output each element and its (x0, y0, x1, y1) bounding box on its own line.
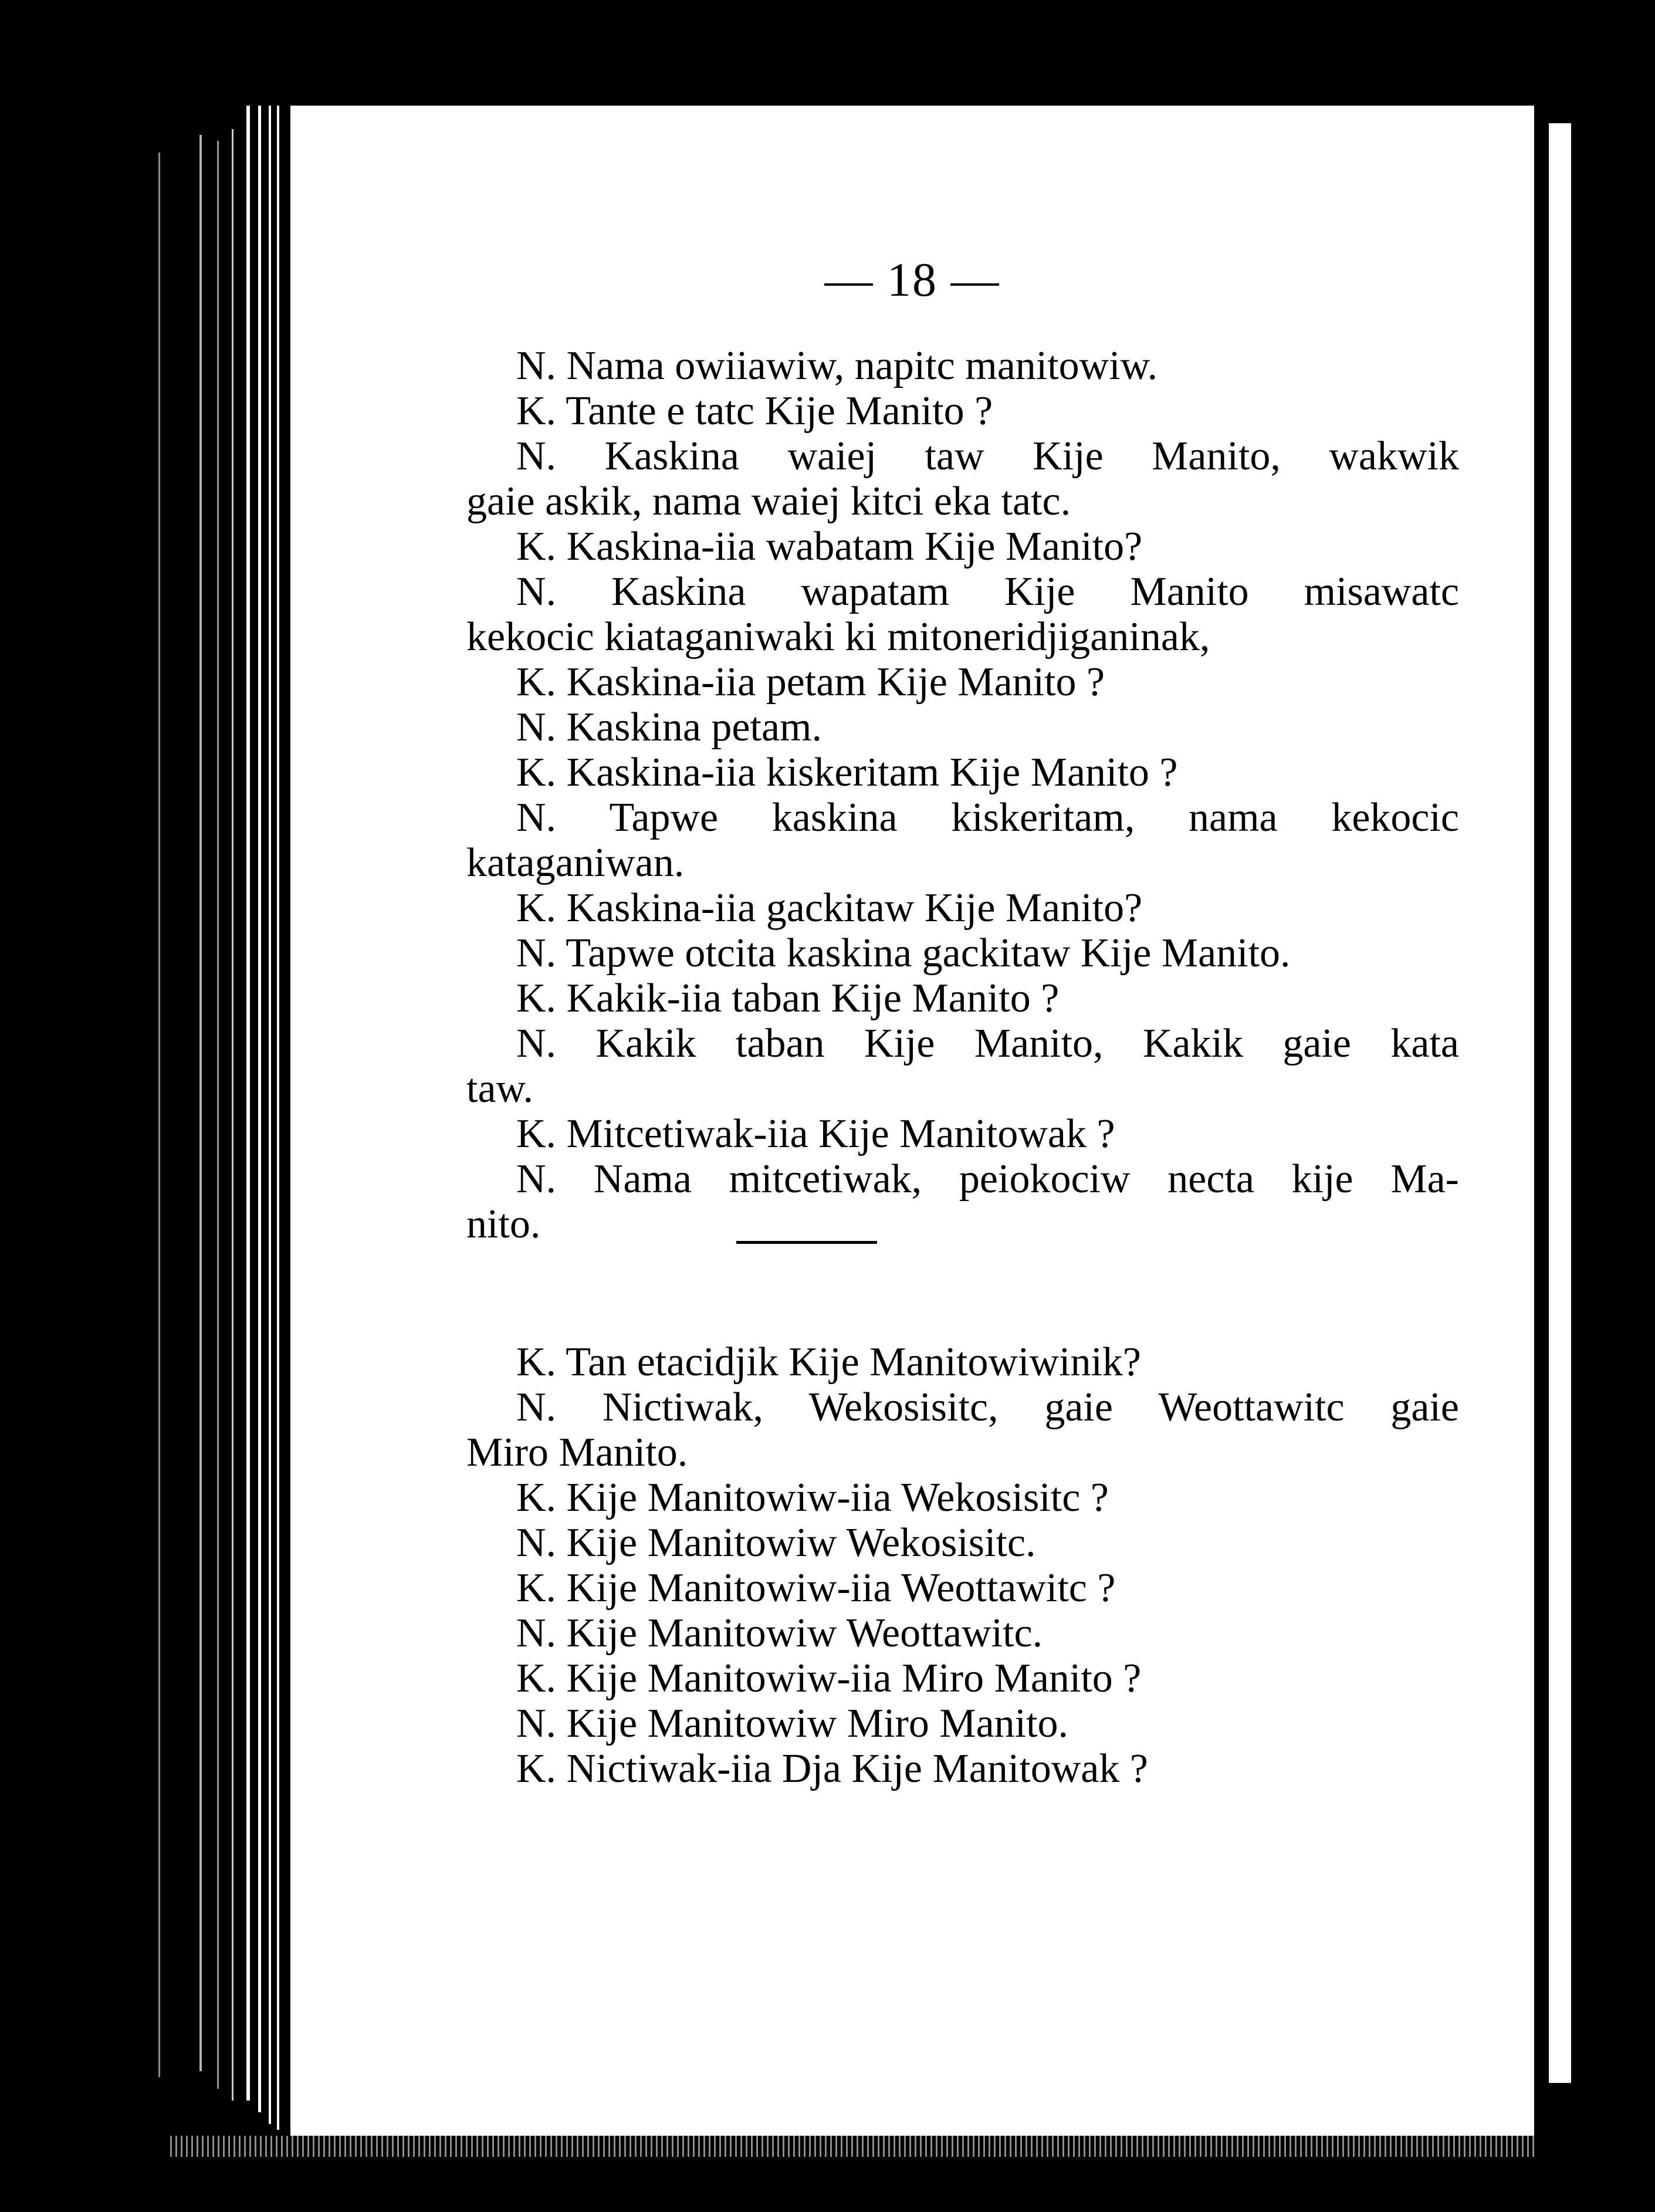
catechism-text (466, 343, 1459, 1791)
text-line: K. Kaskina-iia kiskeritam Kije Manito ? (516, 750, 1178, 795)
text-line: K. Kije Manitowiw-iia Miro Manito ? (516, 1656, 1142, 1701)
text-line: taw. (466, 1066, 534, 1111)
text-line: N. Kaskina petam. (516, 705, 822, 750)
text-line: N. Kije Manitowiw Wekosisitc. (516, 1520, 1036, 1565)
page-edge (258, 106, 261, 2112)
text-line: K. Kaskina-iia gackitaw Kije Manito? (516, 885, 1143, 931)
book-page (290, 106, 1534, 2136)
page-edge (246, 106, 250, 2101)
text-line: N. Nama mitcetiwak, peiokociw necta kije Ma- (516, 1156, 1459, 1202)
text-line: N. Nama owiiawiw, napitc manitowiw. (516, 343, 1158, 388)
page-number: — 18 — (824, 253, 1000, 306)
text-line: K. Kakik-iia taban Kije Manito ? (516, 976, 1060, 1021)
text-line: gaie askik, nama waiej kitci eka tatc. (466, 479, 1071, 524)
text-line: N. Kije Manitowiw Miro Manito. (516, 1701, 1069, 1746)
page-edge (232, 129, 233, 2101)
text-line: N. Kaskina wapatam Kije Manito misawatc (516, 569, 1459, 614)
text-line: kekocic kiataganiwaki ki mitoneridjiganinak, (466, 614, 1210, 659)
text-line: K. Nictiwak-iia Dja Kije Manitowak ? (516, 1746, 1148, 1791)
page-edge (158, 153, 160, 2077)
text-line: K. Mitcetiwak-iia Kije Manitowak ? (516, 1111, 1115, 1156)
text-line: N. Tapwe kaskina kiskeritam, nama kekocic (516, 795, 1459, 840)
text-line: N. Kakik taban Kije Manito, Kakik gaie kata (516, 1021, 1459, 1066)
text-line: K. Kije Manitowiw-iia Wekosisitc ? (516, 1475, 1109, 1520)
page-edge (277, 106, 279, 2130)
section-gap (466, 1247, 1459, 1340)
text-line: K. Tante e tatc Kije Manito ? (516, 388, 993, 434)
text-line: N. Nictiwak, Wekosisitc, gaie Weottawitc gaie (516, 1385, 1459, 1430)
page-edge (217, 141, 219, 2089)
page-edge (269, 106, 271, 2124)
text-line: K. Kaskina-iia wabatam Kije Manito? (516, 524, 1143, 569)
text-line: N. Tapwe otcita kaskina gackitaw Kije Manito. (516, 931, 1291, 976)
section-divider (736, 1241, 877, 1244)
text-line: Miro Manito. (466, 1430, 688, 1475)
text-line: K. Kaskina-iia petam Kije Manito ? (516, 659, 1105, 705)
text-line: N. Kaskina waiej taw Kije Manito, wakwik (516, 434, 1459, 479)
text-line: kataganiwan. (466, 840, 685, 885)
facing-page-edge (1549, 123, 1571, 2083)
page-edge (199, 135, 202, 2071)
text-line: nito. (466, 1202, 541, 1247)
page-bottom-edges (170, 2136, 1537, 2157)
text-line: K. Tan etacidjik Kije Manitowiwinik? (516, 1340, 1141, 1385)
text-line: N. Kije Manitowiw Weottawitc. (516, 1611, 1043, 1656)
text-line: K. Kije Manitowiw-iia Weottawitc ? (516, 1565, 1116, 1611)
